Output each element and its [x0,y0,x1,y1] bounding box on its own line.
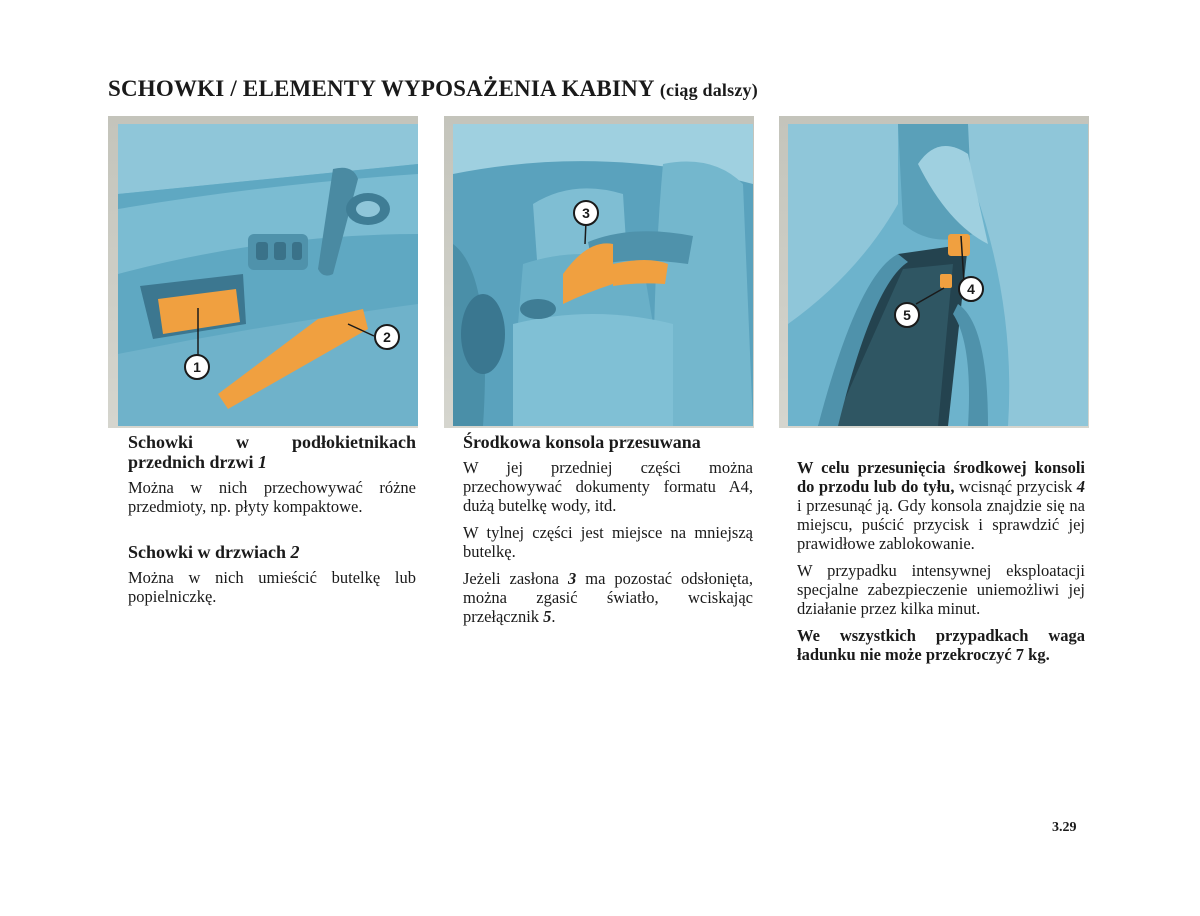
door-storage-heading: Schowki w drzwiach 2 [128,542,300,562]
callout-1: 1 [184,354,210,380]
column-2-text [463,432,753,626]
sliding-console-photo [453,124,753,426]
sliding-console-paragraph-1: W jej przedniej części można przechowywać dokumenty formatu A4, dużą butelkę wody, itd. [463,458,753,515]
callout-5: 5 [894,302,920,328]
load-limit-warning: We wszystkich przypadkach waga ładunku nie może przekroczyć 7 kg. [797,626,1085,664]
page-subtitle: (ciąg dalszy) [659,80,758,100]
door-armrest-storage-heading: Schowki w podłokietnikach przednich drzwi 1 [128,432,416,472]
sliding-console-paragraph-2: W tylnej części jest miejsce na mniejszą butelkę. [463,523,753,561]
console-slide-instructions: W celu przesunięcia środkowej konsoli do przodu lub do tyłu, wcisnąć przycisk 4 i przesunąć ją. Gdy konsola znajdzie się na miejscu, puścić przycisk i sprawdzić jej prawidłowe zablokowanie. [797,458,1085,553]
sliding-console-paragraph-3: Jeżeli zasłona 3 ma pozostać odsłonięta, można zgasić światło, wciskając przełącznik 5. [463,569,754,626]
column-1-text [128,432,416,606]
callout-3: 3 [573,200,599,226]
column-3-text [797,458,1085,664]
door-armrest-storage-paragraph: Można w nich przechowywać różne przedmioty, np. płyty kompaktowe. [128,478,416,516]
console-armrest-photo [788,124,1088,426]
callout-4: 4 [958,276,984,302]
intensive-use-warning: W przypadku intensywnej eksploatacji specjalne zabezpieczenie uniemożliwi jej działanie przez kilka minut. [797,561,1085,618]
page-title: SCHOWKI / ELEMENTY WYPOSAŻENIA KABINY (ciąg dalszy) [108,76,758,101]
door-storage-photo [118,124,418,426]
page-number: 3.29 [1052,820,1077,835]
sliding-console-heading: Środkowa konsola przesuwana [463,432,701,452]
door-storage-paragraph: Można w nich umieścić butelkę lub popielniczkę. [128,568,416,606]
callout-2: 2 [374,324,400,350]
